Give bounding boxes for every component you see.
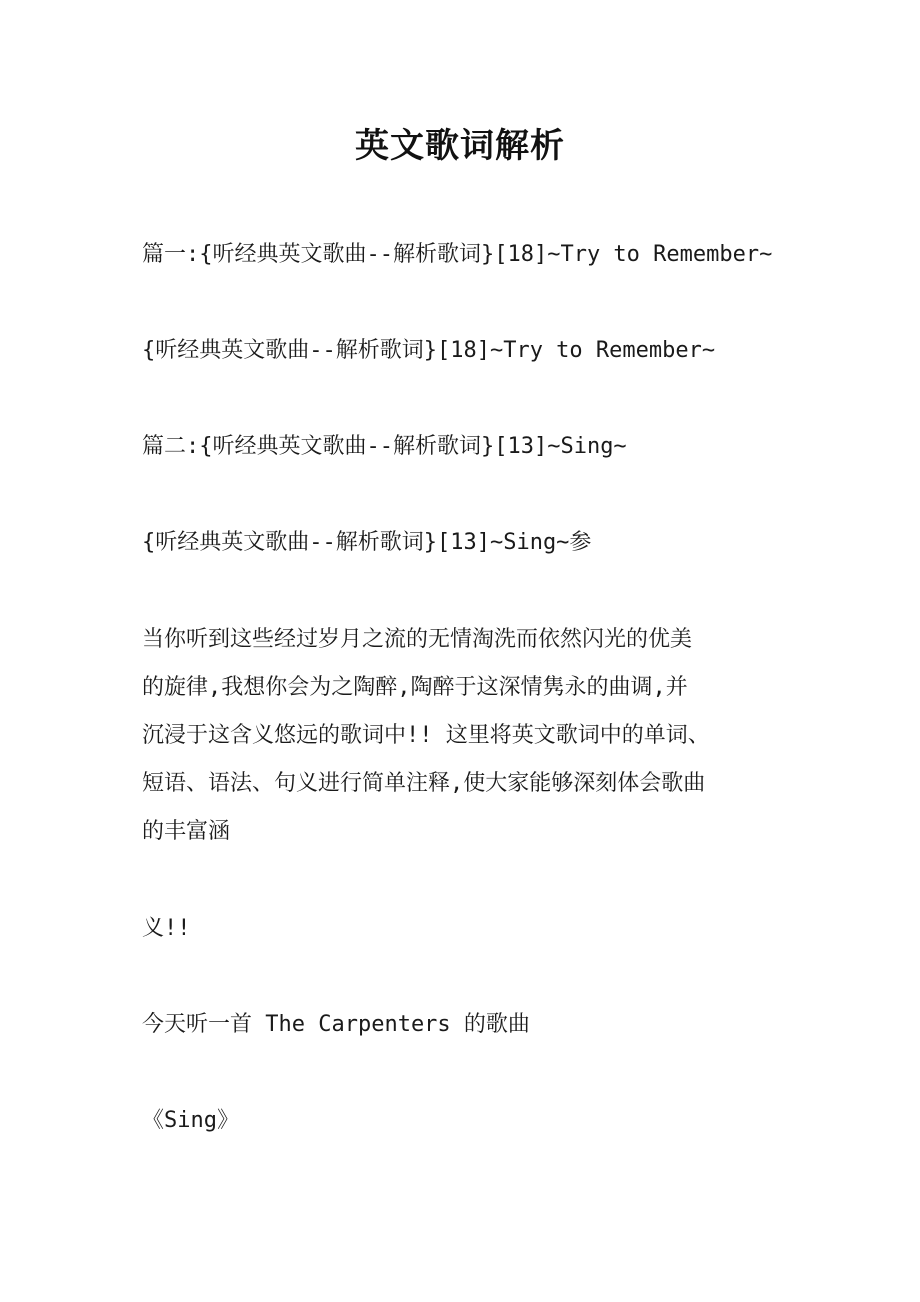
article-two-heading: 篇二:{听经典英文歌曲--解析歌词}[13]~Sing~	[142, 434, 627, 459]
paragraph-line: 沉浸于这含义悠远的歌词中!! 这里将英文歌词中的单词、	[142, 723, 710, 748]
article-two-subheading: {听经典英文歌曲--解析歌词}[13]~Sing~参	[142, 530, 592, 555]
paragraph-line: 的丰富涵	[142, 819, 231, 844]
song-title: 《Sing》	[142, 1108, 239, 1133]
article-one-heading: 篇一:{听经典英文歌曲--解析歌词}[18]~Try to Remember~	[142, 242, 773, 267]
article-one-subheading: {听经典英文歌曲--解析歌词}[18]~Try to Remember~	[142, 338, 716, 363]
page-title: 英文歌词解析	[355, 126, 565, 166]
song-intro-text: 今天听一首 The Carpenters 的歌曲	[142, 1012, 530, 1037]
paragraph-line: 的旋律,我想你会为之陶醉,陶醉于这深情隽永的曲调,并	[142, 675, 688, 700]
intro-paragraph	[142, 616, 782, 856]
paragraph-line: 短语、语法、句义进行简单注释,使大家能够深刻体会歌曲	[142, 771, 706, 796]
paragraph-continuation: 义!!	[142, 916, 191, 941]
paragraph-line: 当你听到这些经过岁月之流的无情淘洗而依然闪光的优美	[142, 627, 693, 652]
